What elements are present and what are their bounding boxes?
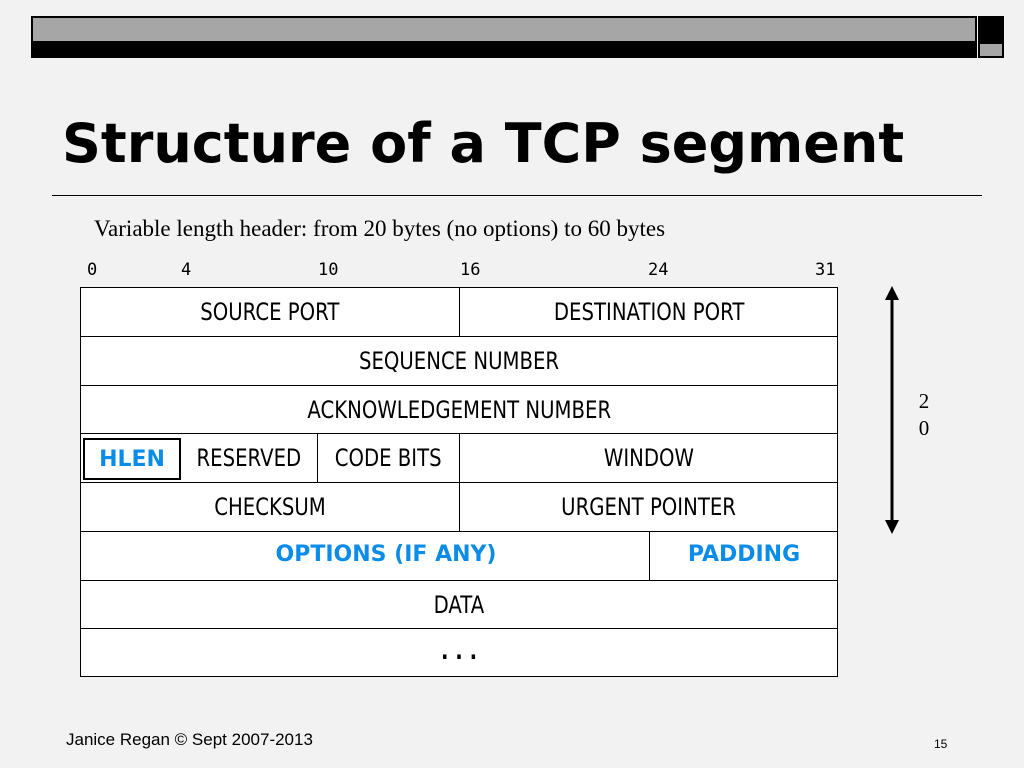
field-window: WINDOW [603, 444, 695, 472]
bit-label-16: 16 [460, 260, 481, 280]
field-reserved: RESERVED [196, 444, 302, 472]
double-arrow-icon [884, 286, 900, 534]
field-urgent-pointer: URGENT POINTER [561, 493, 737, 521]
field-hlen: HLEN [83, 438, 181, 480]
field-source-port: SOURCE PORT [200, 298, 340, 326]
field-acknowledgement-number: ACKNOWLEDGEMENT NUMBER [307, 395, 611, 424]
field-checksum: CHECKSUM [214, 493, 326, 521]
bit-label-0: 0 [87, 260, 98, 280]
bit-label-10: 10 [318, 260, 339, 280]
slide-title: Structure of a TCP segment [62, 112, 905, 175]
bit-label-31: 31 [815, 260, 836, 280]
field-ellipsis: . . . [440, 637, 478, 665]
top-decorative-bar [31, 16, 977, 58]
page-number: 15 [934, 737, 948, 751]
field-destination-port: DESTINATION PORT [553, 298, 745, 326]
field-sequence-number: SEQUENCE NUMBER [358, 347, 560, 375]
top-corner-block-small [978, 42, 1004, 58]
bit-label-4: 4 [181, 260, 192, 280]
top-corner-block [978, 16, 1004, 42]
top-corner-gray-stripe [980, 44, 1002, 56]
footer-author: Janice Regan © Sept 2007-2013 [66, 730, 313, 749]
top-bar-gray-stripe [33, 18, 975, 41]
field-code-bits: CODE BITS [335, 444, 442, 472]
bit-label-24: 24 [648, 260, 669, 280]
header-size-label: 2 0 [918, 389, 930, 440]
title-underline [52, 195, 982, 196]
slide-subtitle: Variable length header: from 20 bytes (no options) to 60 bytes [94, 216, 666, 241]
field-padding: PADDING [687, 541, 801, 567]
field-data: DATA [433, 590, 485, 619]
tcp-segment-diagram [80, 287, 838, 677]
field-options: OPTIONS (IF ANY) [275, 541, 497, 567]
